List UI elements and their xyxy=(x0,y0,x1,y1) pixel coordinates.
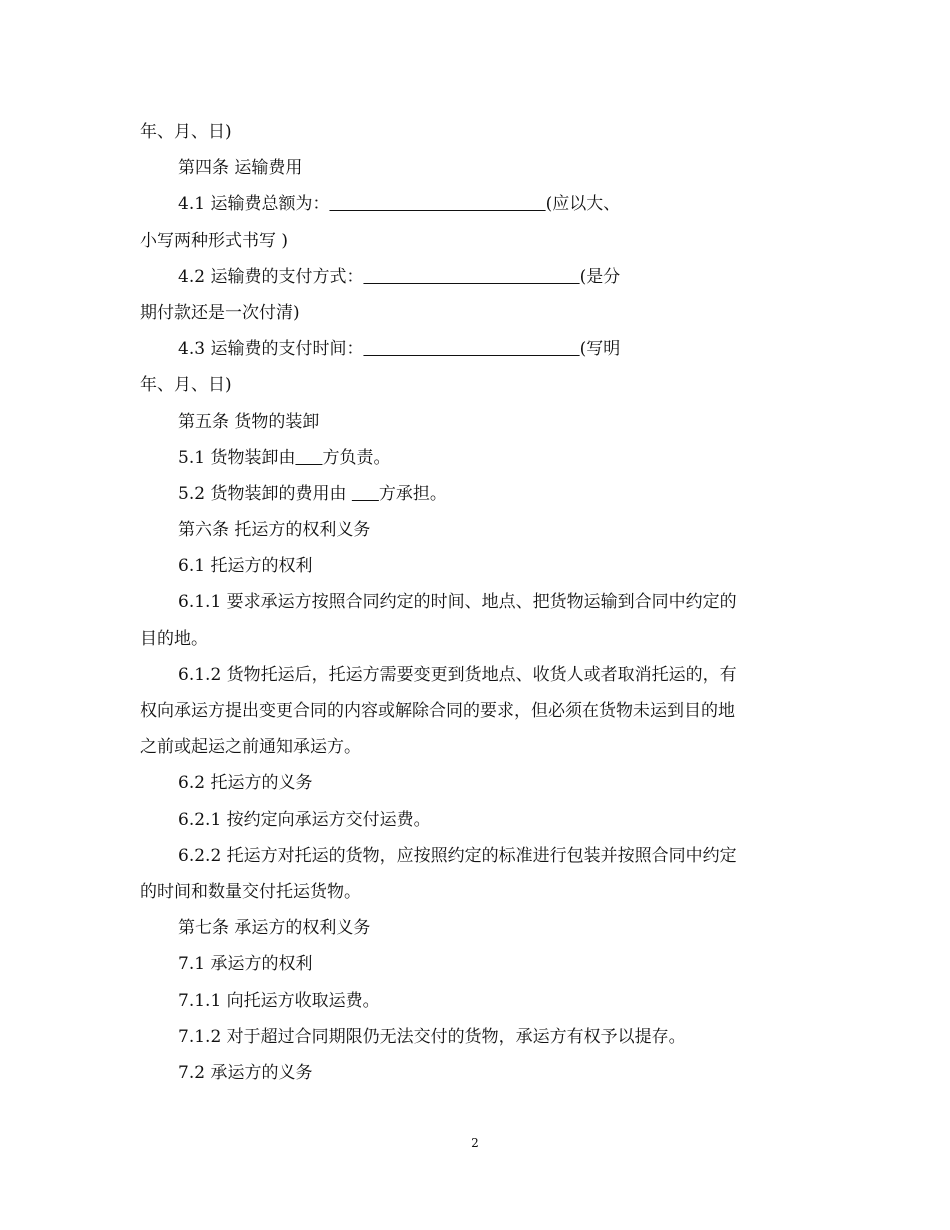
section-heading: 第七条 承运方的权利义务 xyxy=(178,918,371,939)
text-line: 6.1.2 货物托运后，托运方需要变更到货地点、收货人或者取消托运的，有 xyxy=(178,664,737,685)
fill-blank xyxy=(329,194,545,214)
text-line: 年、月、日) xyxy=(140,375,232,396)
text-line: 小写两种形式书写 ) xyxy=(140,230,289,251)
section-heading: 第六条 托运方的权利义务 xyxy=(178,520,371,541)
section-heading: 第四条 运输费用 xyxy=(178,158,303,179)
text-line: 期付款还是一次付清) xyxy=(140,302,300,323)
fill-blank xyxy=(363,267,579,287)
body-text xyxy=(140,114,810,1091)
text-line: 6.1 托运方的权利 xyxy=(178,556,313,577)
fill-blank xyxy=(352,484,379,504)
text-line: 7.1.1 向托运方收取运费。 xyxy=(178,990,380,1011)
text-line: 5.2 货物装卸的费用由 方承担。 xyxy=(178,483,447,504)
text-line: 之前或起运之前通知承运方。 xyxy=(140,737,361,758)
text-line: 6.1.1 要求承运方按照合同约定的时间、地点、把货物运输到合同中约定的 xyxy=(178,592,737,613)
text-line: 的时间和数量交付托运货物。 xyxy=(140,881,361,902)
text-line: 7.1.2 对于超过合同期限仍无法交付的货物，承运方有权予以提存。 xyxy=(178,1026,686,1047)
text-line: 6.2 托运方的义务 xyxy=(178,773,313,794)
text-line: 年、月、日) xyxy=(140,122,232,142)
text-line: 7.2 承运方的义务 xyxy=(178,1062,313,1083)
section-heading: 第五条 货物的装卸 xyxy=(178,411,320,432)
fill-blank xyxy=(363,339,579,359)
text-line: 7.1 承运方的权利 xyxy=(178,954,313,975)
text-line: 6.2.1 按约定向承运方交付运费。 xyxy=(178,809,431,830)
page-number: 2 xyxy=(471,1136,479,1150)
text-line: 权向承运方提出变更合同的内容或解除合同的要求，但必须在货物未运到目的地 xyxy=(140,701,735,721)
text-line: 4.3 运输费的支付时间： (写明 xyxy=(178,339,621,360)
fill-blank xyxy=(295,448,322,468)
text-line: 4.2 运输费的支付方式： (是分 xyxy=(178,266,621,287)
text-line: 6.2.2 托运方对托运的货物，应按照约定的标准进行包装并按照合同中约定 xyxy=(178,845,737,866)
text-line: 5.1 货物装卸由 方负责。 xyxy=(178,447,391,468)
text-line: 目的地。 xyxy=(140,628,208,649)
text-line: 4.1 运输费总额为： (应以大、 xyxy=(178,194,621,215)
